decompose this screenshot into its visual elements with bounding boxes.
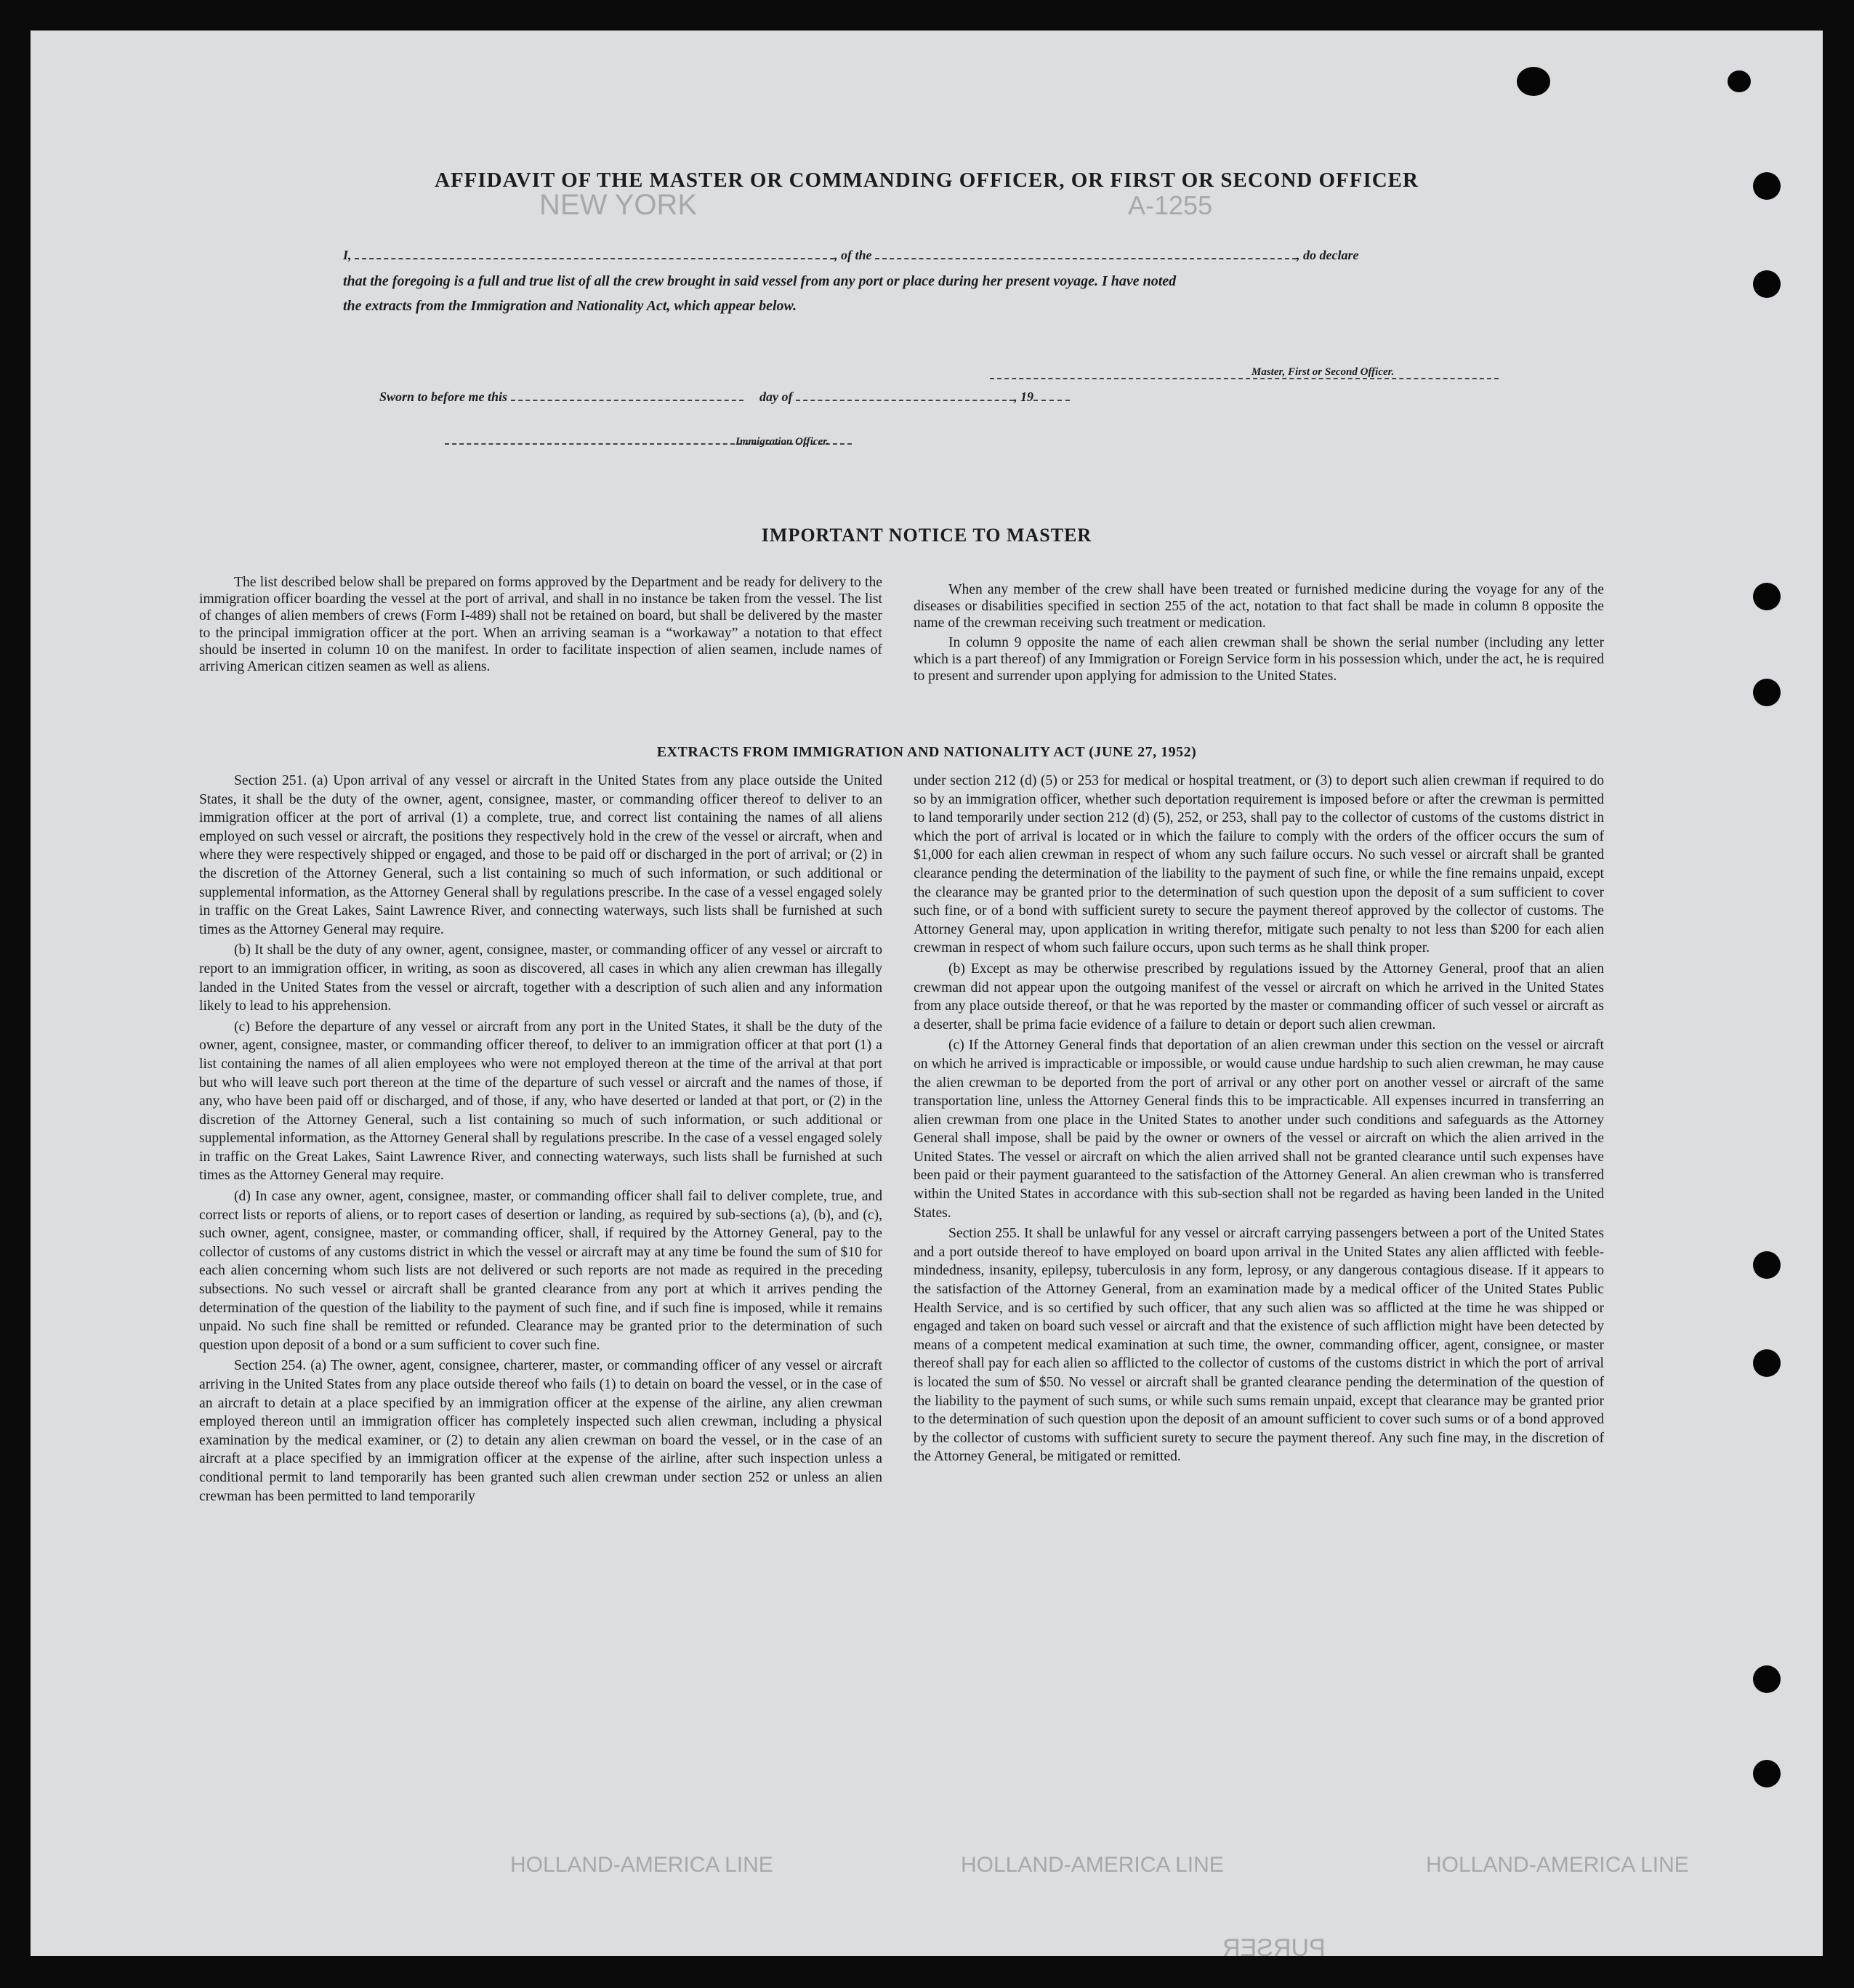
extracts-left-column <box>199 772 882 1508</box>
punch-hole <box>1753 1349 1781 1377</box>
i-label: I, <box>343 248 352 262</box>
punch-hole <box>1753 270 1781 298</box>
punch-hole <box>1753 679 1781 706</box>
notice-right-text-2: In column 9 opposite the name of each alien crewman shall be shown the serial number (including any letter which is a part thereof) of any Immigration or Foreign Service form in his possession which, under the act, he is required to present and surrender upon applying for admission to the United States. <box>914 634 1604 684</box>
sworn-year-field[interactable] <box>1033 387 1070 401</box>
name-field[interactable] <box>355 245 834 259</box>
bleed-purser: PURSER <box>1222 1934 1326 1956</box>
year-label: , 19 <box>1014 389 1034 404</box>
bleed-footer-line: HOLLAND-AMERICA LINE <box>1426 1853 1689 1877</box>
punch-hole <box>1728 70 1751 92</box>
notice-left-text: The list described below shall be prepared on forms approved by the Department and be ready for delivery to the immigration officer boarding the vessel at the port of arrival, and shall in no instance be taken from the vessel. The list of changes of alien members of crews (Form I-489) shall not be retained on board, but shall be delivered by the master to the principal immigration officer at the port. When an arriving seaman is a “workaway” a notation to that effect should be inserted in column 10 on the manifest. In order to facilitate inspection of alien seamen, include names of arriving American citizen seamen as well as aliens. <box>199 575 882 675</box>
sworn-line <box>379 387 1070 405</box>
declaration-line <box>343 245 1359 263</box>
page-title: AFFIDAVIT OF THE MASTER OR COMMANDING OFFICER, OR FIRST OR SECOND OFFICER <box>435 169 1419 192</box>
section-254-b: (b) Except as may be otherwise prescribed by regulations issued by the Attorney General, proof that an alien crewman did not appear upon the outgoing manifest of the vessel or aircraft on which he arrived in the United States from any place outside thereof, or that he was reported by the master or commanding officer of such vessel or aircraft as a deserter, shall be prima facie evidence of a failure to detain or deport such alien crewman. <box>914 961 1604 1033</box>
section-251-c: (c) Before the departure of any vessel or aircraft from any port in the United States, it shall be the duty of the owner, agent, consignee, master, or commanding officer thereof, to deliver to an immigration officer at that port (1) a list containing the names of all alien employees who were not employed thereon at the time of the arrival at that port but who will leave such port thereon at the time of the departure of such vessel or aircraft and the names of those, if any, who have been paid off or discharged, and of those, if any, who have deserted or landed at that port, or (2) in the discretion of the Attorney General, such a list containing so much of such information, or such additional or supplemental information, as the Attorney General shall by regulations prescribe. In the case of a vessel engaged solely in traffic on the Great Lakes, Saint Lawrence River, and connecting waterways, such lists shall be furnished at such times as the Attorney General may require. <box>199 1019 882 1184</box>
of-the-label: , of the <box>834 248 872 262</box>
section-251-b: (b) It shall be the duty of any owner, agent, consignee, master, or commanding officer of any vessel or aircraft to report to an immigration officer, in writing, as soon as discovered, all cases in which any alien crewman has illegally landed in the United States from the vessel or aircraft, together with a description of such alien and any information likely to lead to his apprehension. <box>199 942 882 1014</box>
officer-label: Immigration Officer. <box>735 436 829 448</box>
notice-right-text-1: When any member of the crew shall have been treated or furnished medicine during the voyage for any of the diseases or disabilities specified in section 255 of the act, notation to that fact shall be made in column 8 opposite the name of the crewman receiving such treatment or medication. <box>914 582 1604 631</box>
declaration-line-2: the extracts from the Immigration and Nationality Act, which appear below. <box>343 298 797 314</box>
bleed-location: NEW YORK <box>539 189 698 221</box>
master-signature-field[interactable] <box>990 365 1499 379</box>
extracts-right-column <box>914 772 1604 1468</box>
notice-heading: IMPORTANT NOTICE TO MASTER <box>761 525 1092 546</box>
punch-hole <box>1753 1760 1781 1787</box>
punch-hole <box>1753 1251 1781 1279</box>
day-of-label: day of <box>759 389 793 404</box>
bleed-footer-line: HOLLAND-AMERICA LINE <box>510 1853 773 1877</box>
notice-left <box>199 574 882 677</box>
section-254-a: Section 254. (a) The owner, agent, consignee, charterer, master, or commanding officer of any vessel or aircraft arriving in the United States from any place outside thereof who fails (1) to detain on board the vessel, or in the case of an aircraft to detain at a place specified by an immigration officer at the expense of the airline, any alien crewman employed thereon until an immigration officer has completely inspected such alien crewman, including a physical examination by the medical examiner, or (2) to detain any alien crewman on board the vessel, or in the case of an aircraft at a place specified by an immigration officer at the expense of the airline, after such inspection unless a conditional permit to land temporarily has been granted such alien crewman under section 252 or unless an alien crewman has been permitted to land temporarily <box>199 1358 882 1504</box>
document-page <box>31 31 1823 1956</box>
vessel-field[interactable] <box>875 245 1297 259</box>
section-255: Section 255. It shall be unlawful for any vessel or aircraft carrying passengers between a port of the United States and a port outside thereof to have employed on board upon arrival in the United States any alien afflicted with feeble-mindedness, insanity, epilepsy, tuberculosis in any form, leprosy, or any dangerous contagious disease. If it appears to the satisfaction of the Attorney General, from an examination made by a medical officer of the United States Public Health Service, and is so certified by such officer, that any such alien was so afflicted at the time he was shipped or engaged and taken on board such vessel or aircraft and that the existence of such affliction might have been detected by means of a competent medical examination at such time, the owner, commanding officer, agent, consignee, or master thereof shall pay for each alien so afflicted to the collector of customs of the customs district in which the port of arrival is located the sum of $50. No vessel or aircraft shall be granted clearance pending the determination of the question of the liability to the payment of such sums, or while such sums remain unpaid, except that clearance may be granted prior to the determination of such question upon the deposit of an amount sufficient to cover such sums or of a bond approved by the collector of customs with sufficient surety to secure the payment thereof. Any such fine may, in the discretion of the Attorney General, be mitigated or remitted. <box>914 1226 1604 1465</box>
sworn-day-field[interactable] <box>511 387 743 401</box>
bleed-number: A-1255 <box>1128 190 1213 220</box>
bleed-footer-line: HOLLAND-AMERICA LINE <box>961 1853 1224 1877</box>
do-declare-label: , do declare <box>1297 248 1359 262</box>
extracts-heading: EXTRACTS FROM IMMIGRATION AND NATIONALITY ACT (JUNE 27, 1952) <box>656 744 1197 760</box>
section-251-d: (d) In case any owner, agent, consignee, master, or commanding officer shall fail to deliver complete, true, and correct lists or reports of aliens, or to report cases of desertion or landing, as required by sub-sections (a), (b), and (c), such owner, agent, consignee, master, or commanding officer, shall, if required by the Attorney General, pay to the collector of customs of any customs district in which the vessel or aircraft may at any time be found the sum of $10 for each alien concerning whom such lists are not delivered or such reports are not made as required in the preceding subsections. No such vessel or aircraft shall be granted clearance from any port at which it arrives pending the determination of the question of the liability to the payment of such fine, and if such fine is imposed, while it remains unpaid. No such fine shall be remitted or refunded. Clearance may be granted prior to the determination of such question upon deposit of a bond or a sum sufficient to cover such fine. <box>199 1189 882 1353</box>
punch-hole <box>1753 1665 1781 1693</box>
section-251-a: Section 251. (a) Upon arrival of any vessel or aircraft in the United States from any place outside the United States, it shall be the duty of the owner, agent, consignee, master, or commanding officer thereof to deliver to an immigration officer at the port of arrival (1) a complete, true, and correct list containing the names of all aliens employed on such vessel or aircraft, the positions they respectively hold in the crew of the vessel or aircraft, when and where they were respectively shipped or engaged, and those to be paid off or discharged in the port of arrival; or (2) in the discretion of the Attorney General, such a list containing so much of such information, or such additional or supplemental information, as the Attorney General shall by regulations prescribe. In the case of a vessel engaged solely in traffic on the Great Lakes, Saint Lawrence River, and connecting waterways, such lists shall be furnished at such times as the Attorney General may require. <box>199 773 882 937</box>
declaration-text <box>343 269 1520 318</box>
punch-hole <box>1517 67 1550 96</box>
declaration-line-1: that the foregoing is a full and true list of all the crew brought in said vessel from any port or place during her present voyage. I have noted <box>343 273 1177 289</box>
section-254-c: (c) If the Attorney General finds that deportation of an alien crewman under this section on the vessel or aircraft on which he arrived is impracticable or impossible, or would cause undue hardship to such alien crewman, he may cause the alien crewman to be deported from the port of arrival or any other port on another vessel or aircraft of the same transportation line, unless the Attorney General finds this to be impracticable. All expenses incurred in transferring an alien crewman from one place in the United States to another under such conditions and safeguards as the Attorney General shall impose, shall be paid by the owner or owners of the vessel or aircraft on which the alien arrived in the United States. The vessel or aircraft on which the alien arrived shall not be granted clearance until such expenses have been paid or their payment guaranteed to the satisfaction of the Attorney General. An alien crewman who is transferred within the United States in accordance with this sub-section shall not be regarded as having been landed in the United States. <box>914 1038 1604 1221</box>
sworn-month-field[interactable] <box>796 387 1014 401</box>
section-254-a-cont: under section 212 (d) (5) or 253 for medical or hospital treatment, or (3) to deport such alien crewman if required to do so by an immigration officer, whether such deportation requirement is imposed before or after the crewman is permitted to land temporarily under section 212 (d) (5), 252, or 253, shall pay to the collector of customs of the customs district in which the port of arrival is located or in which the failure to comply with the orders of the officer occurs the sum of $1,000 for each alien crewman in respect of whom any such failure occurs. No such vessel or aircraft shall be granted clearance pending the determination of the liability to the payment of such fine, or while the fine remains unpaid, except the clearance may be granted prior to the determination of such question upon the deposit of a sum sufficient to cover such fine, or of a bond with sufficient surety to secure the payment thereof approved by the collector of customs. The Attorney General may, upon application in writing therefor, mitigate such penalty to not less than $200 for each alien crewman in respect of whom such failure occurs, upon such terms as he shall think proper. <box>914 773 1604 956</box>
notice-right <box>914 581 1604 687</box>
punch-hole <box>1753 583 1781 610</box>
master-label: Master, First or Second Officer. <box>1252 366 1395 378</box>
sworn-label: Sworn to before me this <box>379 389 508 404</box>
